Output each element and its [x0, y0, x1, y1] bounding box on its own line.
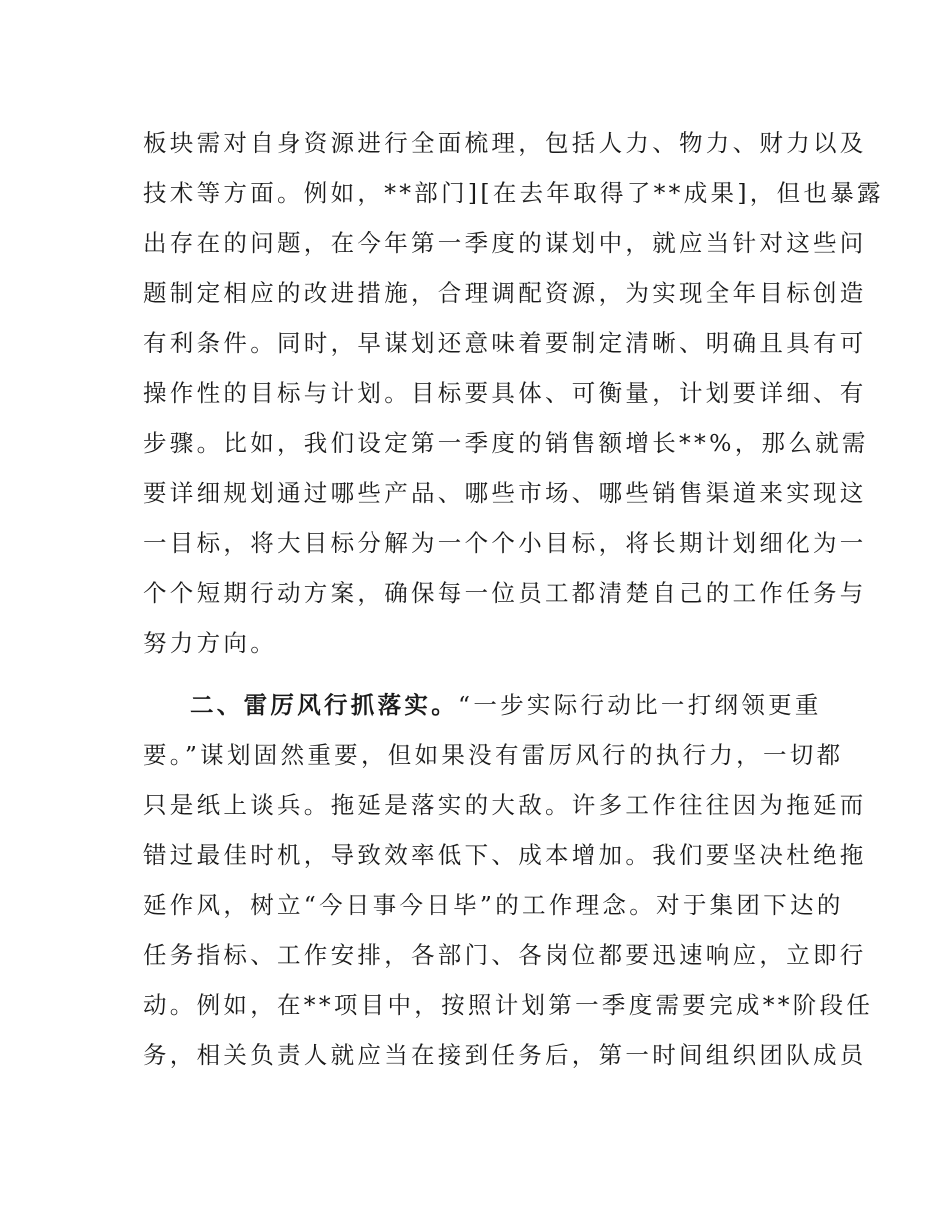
paragraph-line: 动。例如，在**项目中，按照计划第一季度需要完成**阶段任	[143, 991, 874, 1019]
paragraph-line: 要详细规划通过哪些产品、哪些市场、哪些销售渠道来实现这	[143, 479, 867, 507]
paragraph-line: 任务指标、工作安排，各部门、各岗位都要迅速响应，立即行	[143, 941, 867, 969]
paragraph-line: 出存在的问题，在今年第一季度的谋划中，就应当针对这些问	[143, 229, 867, 257]
paragraph-line: 努力方向。	[143, 629, 277, 657]
paragraph-line: 有利条件。同时，早谋划还意味着要制定清晰、明确且具有可	[143, 329, 867, 357]
section-heading: 二、雷厉风行抓落实。	[190, 691, 458, 719]
paragraph-line: 个个短期行动方案，确保每一位员工都清楚自己的工作任务与	[143, 579, 867, 607]
paragraph-line: 要。”谋划固然重要，但如果没有雷厉风行的执行力，一切都	[143, 741, 844, 769]
paragraph-line: 题制定相应的改进措施，合理调配资源，为实现全年目标创造	[143, 279, 867, 307]
paragraph-line: 步骤。比如，我们设定第一季度的销售额增长**%，那么就需	[143, 429, 869, 457]
paragraph-line: 操作性的目标与计划。目标要具体、可衡量，计划要详细、有	[143, 379, 867, 407]
paragraph-line: 只是纸上谈兵。拖延是落实的大敌。许多工作往往因为拖延而	[143, 791, 867, 819]
section-heading-line	[190, 690, 822, 720]
paragraph-line: 错过最佳时机，导致效率低下、成本增加。我们要坚决杜绝拖	[143, 841, 867, 869]
paragraph-line: 一目标，将大目标分解为一个个小目标，将长期计划细化为一	[143, 529, 867, 557]
section-heading-quote: “一步实际行动比一打纲领更重	[458, 691, 822, 719]
paragraph-line: 技术等方面。例如，**部门][在去年取得了**成果]，但也暴露	[143, 179, 884, 207]
paragraph-line: 板块需对自身资源进行全面梳理，包括人力、物力、财力以及	[143, 129, 867, 157]
paragraph-line: 务，相关负责人就应当在接到任务后，第一时间组织团队成员	[143, 1041, 867, 1069]
paragraph-line: 延作风，树立“今日事今日毕”的工作理念。对于集团下达的	[143, 891, 844, 919]
